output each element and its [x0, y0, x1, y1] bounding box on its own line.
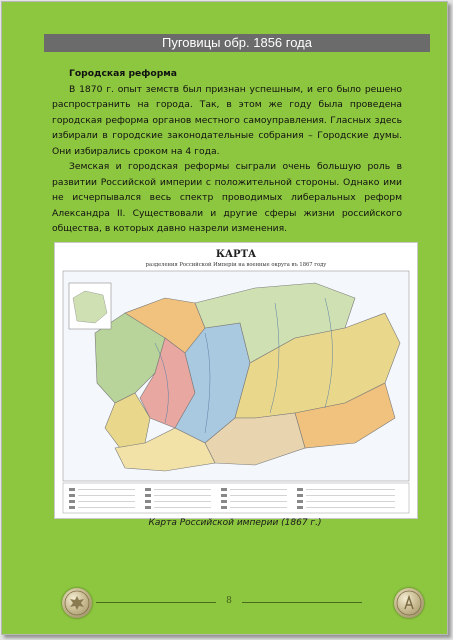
map-subtitle: разделения Российской Имперіи на военные округа въ 1867 году: [145, 262, 327, 268]
map-image: [54, 242, 418, 519]
map-title: КАРТА: [215, 249, 257, 260]
page-number: 8: [226, 596, 232, 606]
article-body: [52, 66, 402, 237]
page-title: Пуговицы обр. 1856 года: [44, 34, 430, 52]
section-heading: Городская реформа: [69, 68, 177, 79]
footer-rule-right: [242, 602, 362, 603]
paragraph-2: Земская и городская реформы сыграли очень большую роль в развитии Российской империи с положительной стороны. Однако ими не исчерпывался весь спектр проводимых либеральных реформ Александра II. Существовали и другие сферы жизни российского общества, в которых давно назрели изменения.: [52, 161, 402, 234]
monogram-coin-icon: [394, 588, 424, 618]
footer-rule-left: [96, 602, 216, 603]
eagle-coin-icon: [62, 588, 92, 618]
paragraph-1: В 1870 г. опыт земств был признан успешным, и его было решено распространить на города. Так, в этом же году была проведена городская реформа органов местного самоуправления. Гласных здесь избирали в городские законодательные собрания – Городские думы. Они избирались сроком на 4 года.: [52, 83, 402, 157]
page: [1, 1, 448, 635]
map-caption: Карта Российской империи (1867 г.): [148, 518, 322, 528]
